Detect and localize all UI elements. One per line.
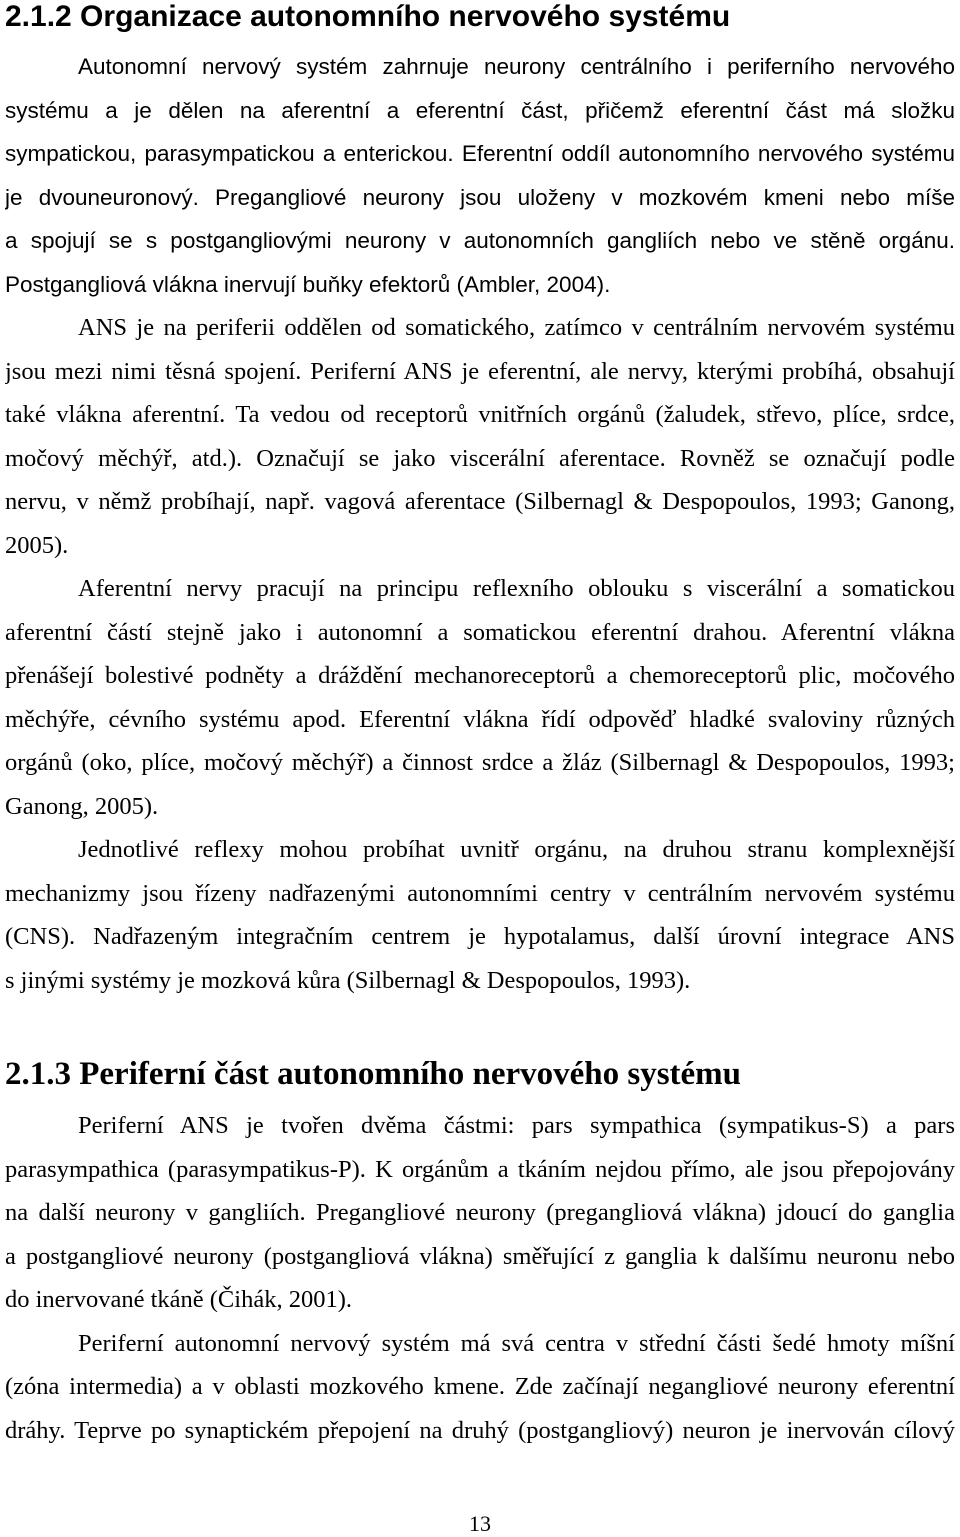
paragraph-line: parasympathica (parasympatikus-P). K orgánům a tkáním nejdou přímo, ale jsou přepojovány <box>5 1155 955 1183</box>
paragraph-line: ANS je na periferii oddělen od somatického, zatímco v centrálním nervovém systému <box>78 314 955 341</box>
paragraph-line: orgánů (oko, plíce, močový měchýř) a činnost srdce a žláz (Silbernagl & Despopoulos, 1993; <box>5 749 955 776</box>
paragraph-line: systému a je dělen na aferentní a eferentní část, přičemž eferentní část má složku <box>5 97 955 123</box>
paragraph-line: přenášejí bolestivé podněty a dráždění mechanoreceptorů a chemoreceptorů plic, močového <box>5 662 955 689</box>
paragraph-line: nervu, v němž probíhají, např. vagová aferentace (Silbernagl & Despopoulos, 1993; Ganong, <box>5 488 955 515</box>
paragraph-line: aferentní částí stejně jako i autonomní a somatickou eferentní drahou. Aferentní vlákna <box>5 618 955 646</box>
paragraph-line: Aferentní nervy pracují na principu reflexního oblouku s viscerální a somatickou <box>78 575 955 602</box>
paragraph-line: Autonomní nervový systém zahrnuje neurony centrálního i periferního nervového <box>78 54 955 79</box>
paragraph-line: sympatickou, parasympatickou a enterickou. Eferentní oddíl autonomního nervového systému <box>5 141 955 166</box>
paragraph-line: Periferní ANS je tvořen dvěma částmi: pars sympathica (sympatikus-S) a pars <box>78 1112 955 1139</box>
paragraph <box>5 567 955 828</box>
paragraph <box>5 1322 955 1453</box>
paragraph-line: jsou mezi nimi těsná spojení. Periferní ANS je eferentní, ale nervy, kterými probíhá, obsahují <box>5 357 955 385</box>
paragraph <box>5 45 955 306</box>
paragraph-line: s jinými systémy je mozková kůra (Silbernagl & Despopoulos, 1993). <box>5 966 691 994</box>
paragraph <box>5 306 955 567</box>
paragraph-line: do inervované tkáně (Čihák, 2001). <box>5 1286 352 1313</box>
paragraph-line: dráhy. Teprve po synaptickém přepojení na druhý (postgangliový) neuron je inervován cílový <box>5 1416 955 1444</box>
paragraph <box>5 1104 955 1322</box>
paragraph-line: 2005). <box>5 531 69 559</box>
section-heading-2-1-3: 2.1.3 Periferní část autonomního nervového systému <box>5 1056 742 1092</box>
paragraph-line: (zóna intermedia) a v oblasti mozkového kmene. Zde začínají negangliové neurony eferentní <box>5 1373 955 1400</box>
paragraph-line: mechanizmy jsou řízeny nadřazenými autonomními centry v centrálním nervovém systému <box>5 879 955 907</box>
paragraph-line: Periferní autonomní nervový systém má svá centra v střední části šedé hmoty míšní <box>78 1329 955 1357</box>
paragraph-line: a postgangliové neurony (postgangliová vlákna) směřující z ganglia k dalšímu neuronu nebo <box>5 1242 955 1270</box>
paragraph-line: také vlákna aferentní. Ta vedou od receptorů vnitřních orgánů (žaludek, střevo, plíce, srdce, <box>5 401 955 428</box>
paragraph-line: Postgangliová vlákna inervují buňky efektorů (Ambler, 2004). <box>5 271 611 297</box>
paragraph <box>5 828 955 1002</box>
paragraph-line: Ganong, 2005). <box>5 792 159 820</box>
paragraph-line: močový měchýř, atd.). Označují se jako viscerální aferentace. Rovněž se označují podle <box>5 444 955 472</box>
paragraph-line: (CNS). Nadřazeným integračním centrem je hypotalamus, další úrovní integrace ANS <box>5 923 955 950</box>
section-heading-2-1-2: 2.1.2 Organizace autonomního nervového systému <box>5 0 731 33</box>
paragraph-line: Jednotlivé reflexy mohou probíhat uvnitř orgánu, na druhou stranu komplexnější <box>78 836 955 863</box>
paragraph-line: a spojují se s postgangliovými neurony v autonomních gangliích nebo ve stěně orgánu. <box>5 228 955 253</box>
paragraph-line: na další neurony v gangliích. Pregangliové neurony (pregangliová vlákna) jdoucí do ganglia <box>5 1199 955 1226</box>
paragraph-line: měchýře, cévního systému apod. Eferentní vlákna řídí odpověď hladké svaloviny různých <box>5 705 955 733</box>
section-2-1-2-body <box>5 45 955 1002</box>
page-number: 13 <box>469 1511 491 1536</box>
section-2-1-3-body <box>5 1104 955 1452</box>
paragraph-line: je dvouneuronový. Pregangliové neurony jsou uloženy v mozkovém kmeni nebo míše <box>5 184 955 210</box>
